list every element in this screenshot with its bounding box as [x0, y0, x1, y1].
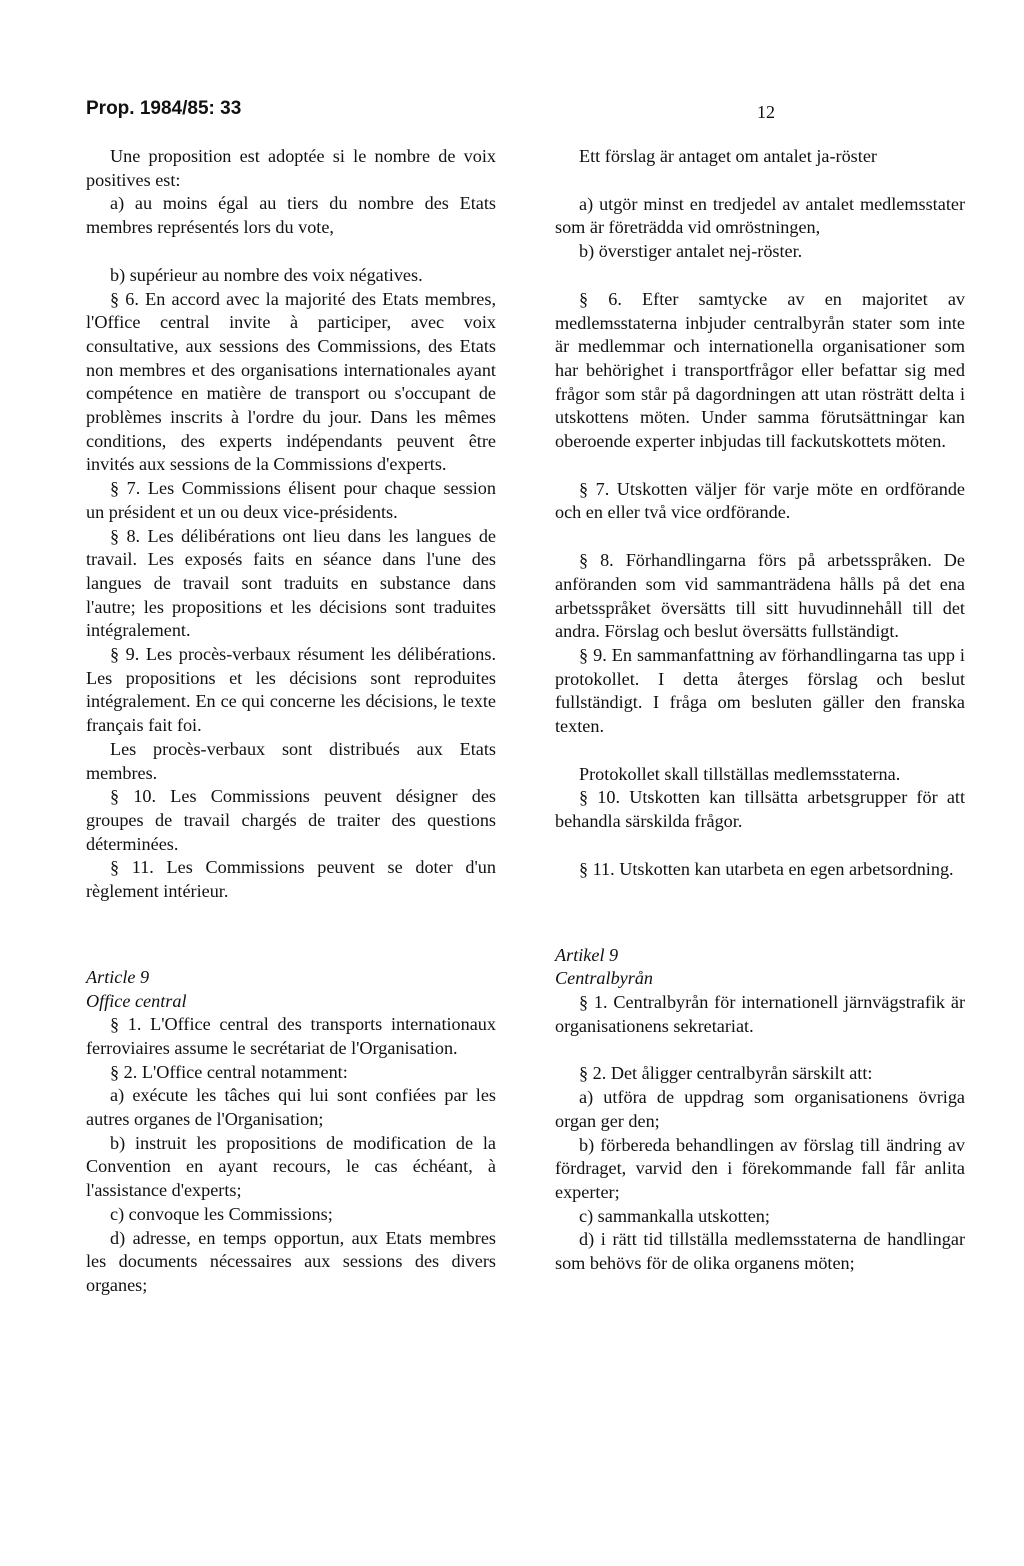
fr-section-10: § 10. Les Commissions peuvent désigner des groupes de travail chargés de traiter des questions déterminées.: [86, 786, 496, 854]
fr-article-subheading: Office central: [86, 990, 187, 1011]
fr-section-11: § 11. Les Commissions peuvent se doter d'un règlement intérieur.: [86, 857, 496, 902]
fr-intro: Une proposition est adoptée si le nombre de voix positives est:: [86, 146, 496, 190]
fr-article-item-b: b) instruit les propositions de modification de la Convention en ayant recours, le cas échéant, à l'assistance d'experts;: [86, 1132, 496, 1201]
sv-article-heading: Artikel 9: [555, 944, 619, 965]
swedish-column: [555, 145, 965, 1276]
sv-item-a: a) utgör minst en tredjedel av antalet medlemsstater som är företrädda vid omröstningen,: [555, 193, 965, 238]
fr-section-9-distribution: Les procès-verbaux sont distribués aux Etats membres.: [86, 738, 496, 783]
document-reference: Prop. 1984/85: 33: [86, 98, 242, 119]
french-column: [86, 145, 496, 1298]
sv-section-9: § 9. En sammanfattning av förhandlingarna tas upp i protokollet. I detta återges förslag och beslut fullständigt. I fråga om besluten gäller den franska texten.: [555, 644, 965, 737]
sv-article-section-1: § 1. Centralbyrån för internationell järnvägstrafik är organisationens sekretariat.: [555, 991, 965, 1036]
fr-item-a: a) au moins égal au tiers du nombre des Etats membres représentés lors du vote,: [86, 193, 496, 238]
sv-article-section-2: § 2. Det åligger centralbyrån särskilt att:: [579, 1063, 873, 1084]
sv-section-6: § 6. Efter samtycke av en majoritet av medlemsstaterna inbjuder centralbyrån stater som inte är medlemmar och internationella organisationer som har behörighet i transportfrågor eller befattar sig med frågor som står på dagordningen att utan rösträtt delta i utskottens möten. Under samma förutsättningar kan oberoende experter inbjudas till fackutskottets möten.: [555, 288, 965, 452]
fr-article-item-a: a) exécute les tâches qui lui sont confiées par les autres organes de l'Organisation;: [86, 1085, 496, 1130]
sv-section-10: § 10. Utskotten kan tillsätta arbetsgrupper för att behandla särskilda frågor.: [555, 787, 965, 832]
sv-section-7: § 7. Utskotten väljer för varje möte en ordförande och en eller två vice ordförande.: [555, 478, 965, 523]
sv-article-item-a: a) utföra de uppdrag som organisationens övriga organ ger den;: [555, 1087, 965, 1131]
sv-section-9-distribution: Protokollet skall tillställas medlemsstaterna.: [579, 763, 901, 784]
sv-item-b: b) överstiger antalet nej-röster.: [579, 241, 803, 262]
fr-section-6: § 6. En accord avec la majorité des Etats membres, l'Office central invite à participer, avec voix consultative, aux sessions des Commissions, des Etats non membres et des organisations internationales ayant compétence en matière de transport ou s'occupant de problèmes inscrits à l'ordre du jour. Dans les mêmes conditions, des experts indépendants peuvent être invités aux sessions de la Commissions d'experts.: [86, 288, 496, 475]
sv-article-item-b: b) förbereda behandlingen av förslag till ändring av fördraget, varvid den i förekommande fall får anlita experter;: [555, 1134, 965, 1202]
fr-article-section-1: § 1. L'Office central des transports internationaux ferroviaires assume le secrétariat de l'Organisation.: [86, 1014, 496, 1058]
fr-section-8: § 8. Les délibérations ont lieu dans les langues de travail. Les exposés faits en séance dans l'une des langues de travail sont traduits en substance dans l'autre; les propositions et les décisions sont traduites intégralement.: [86, 525, 496, 641]
sv-intro: Ett förslag är antaget om antalet ja-röster: [579, 146, 877, 166]
sv-article-item-c: c) sammankalla utskotten;: [579, 1205, 770, 1226]
fr-article-heading: Article 9: [86, 966, 150, 987]
sv-section-11: § 11. Utskotten kan utarbeta en egen arbetsordning.: [579, 858, 954, 879]
fr-article-item-d: d) adresse, en temps opportun, aux Etats membres les documents nécessaires aux sessions des divers organes;: [86, 1227, 496, 1295]
page-number: 12: [757, 102, 775, 122]
sv-article-subheading: Centralbyrån: [555, 968, 654, 989]
fr-item-b: b) supérieur au nombre des voix négatives.: [110, 264, 423, 285]
fr-section-9: § 9. Les procès-verbaux résument les délibérations. Les propositions et les décisions sont reproduites intégralement. En ce qui concerne les décisions, le texte français fait foi.: [86, 644, 496, 736]
fr-section-7: § 7. Les Commissions élisent pour chaque session un président et un ou deux vice-présidents.: [86, 478, 496, 522]
sv-section-8: § 8. Förhandlingarna förs på arbetsspråken. De anföranden som vid sammanträdena hålls på det ena arbetsspråket översätts till sitt huvudinnehåll till det andra. Förslag och beslut översätts fullständigt.: [555, 550, 965, 642]
sv-article-item-d: d) i rätt tid tillställa medlemsstaterna de handlingar som behövs för de olika organens möten;: [555, 1229, 965, 1274]
fr-article-item-c: c) convoque les Commissions;: [110, 1203, 333, 1224]
fr-article-section-2: § 2. L'Office central notamment:: [110, 1061, 348, 1082]
